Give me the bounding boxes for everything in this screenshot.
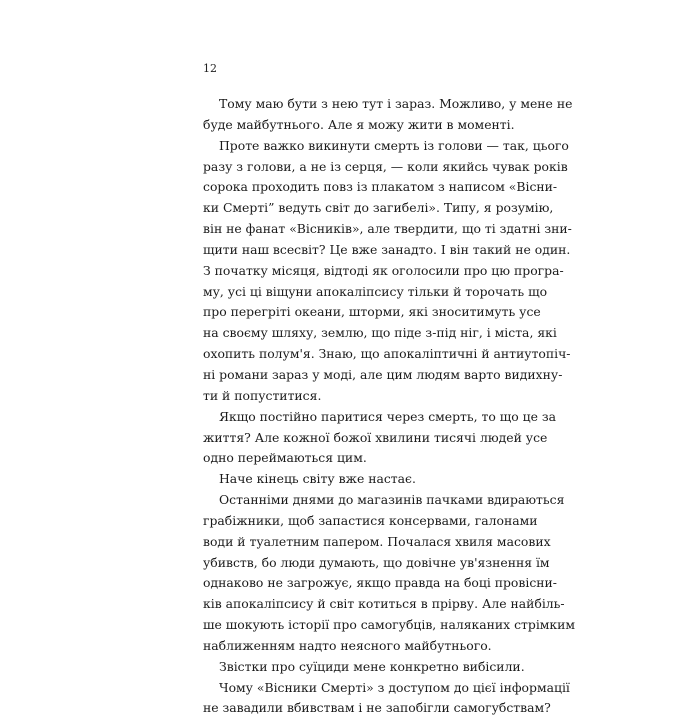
text-line: про перегріті океани, шторми, які зноситимуть усе [203, 304, 541, 320]
text-line: щити наш всесвіт? Це вже занадто. І він такий не один. [203, 241, 571, 257]
text-line: одно переймаються цим. [203, 450, 367, 466]
text-line: убивств, бо люди думають, що довічне ув'язнення їм [203, 554, 550, 570]
text-line: не завадили вбивствам і не запобігли самогубствам? [203, 700, 551, 716]
body-text [203, 94, 576, 719]
text-line: води й туалетним папером. Почалася хвиля масових [203, 533, 551, 549]
text-line: Останніми днями до магазинів пачками вдираються [219, 492, 565, 508]
text-line: му, усі ці віщуни апокаліпсису тільки й торочать що [203, 283, 548, 299]
text-line: ки Смерті” ведуть світ до загибелі». Типу, я розумію, [203, 200, 554, 216]
text-line: Звістки про суїциди мене конкретно вибісили. [219, 658, 525, 674]
text-line: разу з голови, а не із серця, — коли якийсь чувак років [203, 158, 568, 174]
paragraph [203, 469, 519, 490]
paragraph [203, 657, 525, 678]
text-line: Чому «Вісники Смерті» з доступом до цієї інформації [219, 679, 570, 695]
text-line: грабіжники, щоб запастися консервами, галонами [203, 512, 538, 528]
paragraph [203, 678, 570, 719]
text-line: З початку місяця, відтоді як оголосили про цю програ- [203, 262, 564, 278]
text-line: Проте важко викинути смерть із голови — так, цього [219, 137, 569, 153]
text-line: буде майбутнього. Але я можу жити в моменті. [203, 116, 515, 132]
text-line: Тому маю бути з нею тут і зараз. Можливо, у мене не [219, 96, 573, 111]
paragraph [203, 490, 576, 657]
paragraph [203, 94, 573, 136]
text-line: ні романи зараз у моді, але цим людям варто видихну- [203, 366, 563, 382]
paragraph [203, 136, 572, 407]
paragraph [203, 407, 557, 470]
text-line: життя? Але кожної божої хвилини тисячі людей усе [203, 429, 548, 445]
text-line: ше шокують історії про самогубців, наляканих стрімким [203, 617, 576, 633]
text-line: Наче кінець світу вже настає. [219, 471, 416, 487]
text-line: охопить полум'я. Знаю, що апокаліптичні й антиутопіч- [203, 346, 571, 362]
text-line: він не фанат «Вісників», але твердити, що ті здатні зни- [203, 221, 572, 237]
text-line: сорока проходить повз із плакатом з написом «Вісни- [203, 179, 558, 195]
text-line: однаково не загрожує, якщо правда на боці провісни- [203, 575, 557, 591]
text-line: наближенням надто неясного майбутнього. [203, 637, 492, 653]
page-number: 12 [203, 62, 217, 75]
text-line: на своєму шляху, землю, що піде з-під ніг, і міста, які [203, 325, 557, 341]
text-line: ків апокаліпсису й світ котиться в прірву. Але найбіль- [203, 596, 565, 612]
text-line: Якщо постійно паритися через смерть, то що це за [219, 408, 557, 424]
text-line: ти й попуститися. [203, 387, 322, 403]
